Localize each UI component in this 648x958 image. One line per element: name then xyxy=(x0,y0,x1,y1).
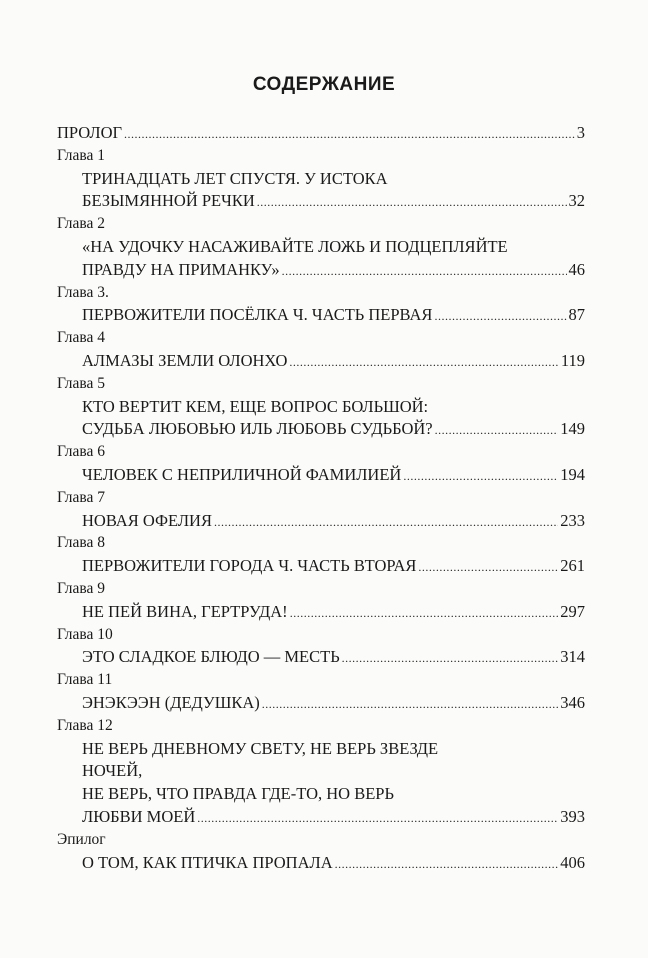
chapter-title-row xyxy=(57,350,585,373)
chapter-title-line: БЕЗЫМЯННОЙ РЕЧКИ xyxy=(82,191,255,211)
chapter-title-line: НЕ ВЕРЬ, ЧТО ПРАВДА ГДЕ-ТО, НО ВЕРЬ xyxy=(82,784,394,804)
dot-leader xyxy=(289,351,558,374)
toc-entry-chapter xyxy=(57,487,585,533)
chapter-title-line: АЛМАЗЫ ЗЕМЛИ ОЛОНХО xyxy=(82,350,288,370)
dot-leader xyxy=(335,853,559,876)
dot-leader xyxy=(434,305,566,328)
chapter-title-line: НОВАЯ ОФЕЛИЯ xyxy=(82,510,212,530)
chapter-label: Глава 3. xyxy=(57,283,109,301)
dot-leader xyxy=(290,602,559,625)
toc-entry-chapter xyxy=(57,624,585,670)
page-number: 119 xyxy=(560,350,585,370)
page-number: 261 xyxy=(560,556,585,576)
dot-leader xyxy=(435,419,559,442)
chapter-label: Глава 2 xyxy=(57,215,106,233)
chapter-label: Глава 12 xyxy=(57,716,113,734)
chapter-title-row xyxy=(57,852,585,875)
chapter-title-line: СУДЬБА ЛЮБОВЬЮ ИЛЬ ЛЮБОВЬ СУДЬБОЙ? xyxy=(82,419,433,439)
toc-entry-chapter xyxy=(57,373,585,441)
chapter-title-row xyxy=(57,259,585,282)
chapter-title-row xyxy=(57,806,585,829)
chapter-list xyxy=(57,145,585,875)
toc-entry-prologue xyxy=(57,122,585,145)
dot-leader xyxy=(418,556,558,579)
dot-leader xyxy=(214,511,558,534)
chapter-title-line: ЭТО СЛАДКОЕ БЛЮДО — МЕСТЬ xyxy=(82,647,340,667)
toc-entry-chapter xyxy=(57,669,585,715)
chapter-label: Глава 5 xyxy=(57,374,106,392)
chapter-title-line: ПЕРВОЖИТЕЛИ ПОСЁЛКА Ч. ЧАСТЬ ПЕРВАЯ xyxy=(82,305,433,325)
chapter-title-row xyxy=(57,304,585,327)
chapter-title-row xyxy=(57,692,585,715)
page-title: СОДЕРЖАНИЕ xyxy=(252,74,396,95)
toc-entry-chapter xyxy=(57,829,585,875)
dot-leader xyxy=(197,807,558,830)
toc-entry-chapter xyxy=(57,532,585,578)
toc-entry-chapter xyxy=(57,715,585,829)
page-number: 32 xyxy=(568,191,585,211)
chapter-label: Глава 7 xyxy=(57,488,106,506)
chapter-title-row xyxy=(57,464,585,487)
chapter-title-line: ТРИНАДЦАТЬ ЛЕТ СПУСТЯ. У ИСТОКА xyxy=(82,168,388,188)
toc-entry-chapter xyxy=(57,213,585,281)
dot-leader xyxy=(124,123,575,146)
dot-leader xyxy=(403,465,558,488)
chapter-title-line: ПЕРВОЖИТЕЛИ ГОРОДА Ч. ЧАСТЬ ВТОРАЯ xyxy=(82,556,417,576)
chapter-label: Глава 1 xyxy=(57,146,106,164)
chapter-title-row xyxy=(57,510,585,533)
chapter-title-line: НЕ ВЕРЬ ДНЕВНОМУ СВЕТУ, НЕ ВЕРЬ ЗВЕЗДЕ xyxy=(82,738,439,758)
chapter-title-line: КТО ВЕРТИТ КЕМ, ЕЩЕ ВОПРОС БОЛЬШОЙ: xyxy=(82,396,429,416)
toc-entry-chapter xyxy=(57,578,585,624)
page-number: 393 xyxy=(560,806,585,826)
chapter-label: Глава 9 xyxy=(57,579,106,597)
page-number: 149 xyxy=(560,419,585,439)
chapter-title-row xyxy=(57,418,585,441)
dot-leader xyxy=(342,647,559,670)
page-number: 346 xyxy=(560,692,585,712)
chapter-label: Глава 8 xyxy=(57,534,106,552)
chapter-title-line: ЧЕЛОВЕК С НЕПРИЛИЧНОЙ ФАМИЛИЕЙ xyxy=(82,464,402,484)
chapter-title-line: ПРАВДУ НА ПРИМАНКУ» xyxy=(82,259,280,279)
toc-entry-chapter xyxy=(57,441,585,487)
dot-leader xyxy=(282,260,567,283)
page-number: 46 xyxy=(568,259,585,279)
page-number: 3 xyxy=(576,123,585,142)
chapter-label: Глава 6 xyxy=(57,443,106,461)
chapter-label: Эпилог xyxy=(57,830,106,848)
chapter-title-line: ЛЮБВИ МОЕЙ xyxy=(82,806,196,826)
toc-entry-chapter xyxy=(57,327,585,373)
page-number: 194 xyxy=(560,464,585,484)
entry-title: ПРОЛОГ xyxy=(57,123,123,142)
toc-entry-chapter xyxy=(57,282,585,328)
chapter-title-line: «НА УДОЧКУ НАСАЖИВАЙТЕ ЛОЖЬ И ПОДЦЕПЛЯЙТЕ xyxy=(82,236,508,256)
chapter-title-line: О ТОМ, КАК ПТИЧКА ПРОПАЛА xyxy=(82,852,333,872)
chapter-title-line: ЭНЭКЭЭН (ДЕДУШКА) xyxy=(82,692,260,712)
table-of-contents xyxy=(57,122,585,874)
chapter-label: Глава 10 xyxy=(57,625,113,643)
chapter-title-row xyxy=(57,555,585,578)
page-number: 87 xyxy=(568,305,585,325)
chapter-label: Глава 4 xyxy=(57,329,106,347)
chapter-title-row xyxy=(57,601,585,624)
dot-leader xyxy=(257,191,567,214)
chapter-title-row xyxy=(57,190,585,213)
dot-leader xyxy=(262,693,558,716)
page-number: 314 xyxy=(560,647,585,667)
chapter-title-line: НЕ ПЕЙ ВИНА, ГЕРТРУДА! xyxy=(82,601,288,621)
page-number: 297 xyxy=(560,601,585,621)
toc-entry-chapter xyxy=(57,145,585,213)
chapter-title-row xyxy=(57,646,585,669)
page-number: 233 xyxy=(560,510,585,530)
chapter-label: Глава 11 xyxy=(57,671,113,689)
chapter-title-line: НОЧЕЙ, xyxy=(82,761,143,781)
page-number: 406 xyxy=(560,852,585,872)
